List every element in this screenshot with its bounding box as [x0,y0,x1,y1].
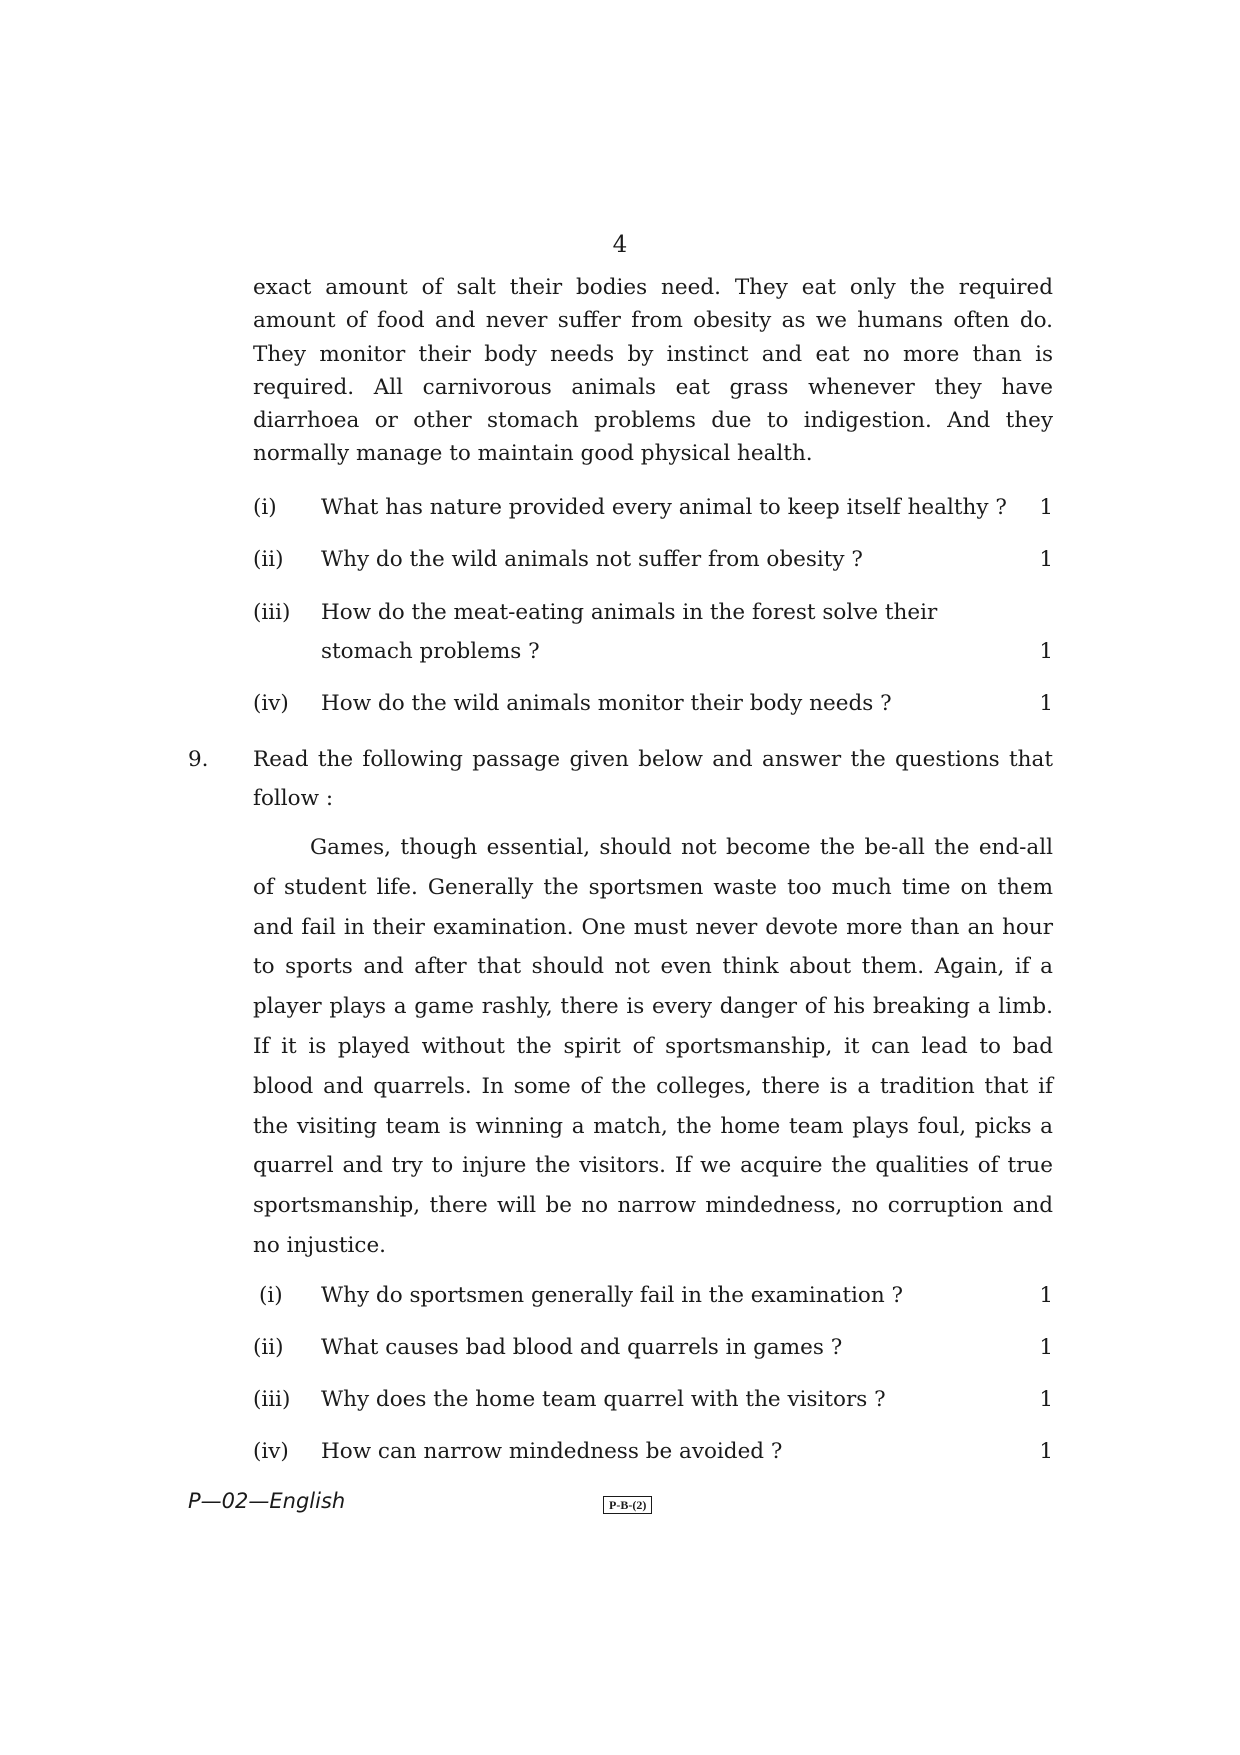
paper-code: P—02—English [188,1489,346,1513]
passage-continuation: exact amount of salt their bodies need. They eat only the required amount of food and never suffer from obesity as we humans often do. They monitor their body needs by instinct and eat no more than is required. All carnivorous animals eat grass whenever they have diarrhoea or other stomach problems due to indigestion. And they normally manage to maintain good physical health. [253,275,1053,467]
question-marks: 1 [1039,1283,1053,1308]
question-text: What causes bad blood and quarrels in games ? [321,1335,843,1360]
question-text: Why does the home team quarrel with the visitors ? [321,1387,886,1412]
question-marks: 1 [1039,691,1053,716]
question-text: How do the wild animals monitor their body needs ? [321,691,892,716]
question-number: (iv) [253,691,289,716]
question-number: (iii) [253,600,291,625]
question-marks: 1 [1039,1387,1053,1412]
question-number: (i) [259,1283,283,1308]
question-number: (ii) [253,1335,284,1360]
question-number: (iii) [253,1387,291,1412]
question-marks: 1 [1039,1335,1053,1360]
question-text: Why do sportsmen generally fail in the examination ? [321,1283,904,1308]
question-text: Why do the wild animals not suffer from obesity ? [321,547,863,572]
section-number: 9. [188,747,209,772]
question-number: (iv) [253,1439,289,1464]
question-text: How can narrow mindedness be avoided ? [321,1439,783,1464]
question-text: What has nature provided every animal to keep itself healthy ? [321,495,1007,520]
question-marks: 1 [1039,1439,1053,1464]
page-number: 4 [612,232,628,258]
passage-text: Games, though essential, should not become the be-all the end-all of student life. Generally the sportsmen waste too much time on them and fail in their examination. One must never devote more than an hour to sports and after that should not even think about them. Again, if a player plays a game rashly, there is every danger of his breaking a limb. If it is played without the spirit of sportsmanship, it can lead to bad blood and quarrels. In some of the colleges, there is a tradition that if the visiting team is winning a match, the home team plays foul, picks a quarrel and try to injure the visitors. If we acquire the qualities of true sportsmanship, there will be no narrow mindedness, no corruption and no injustice. [253,835,1053,1258]
question-number: (ii) [253,547,284,572]
question-number: (i) [253,495,277,520]
section-intro: Read the following passage given below and answer the questions that follow : [253,747,1053,811]
question-marks: 1 [1039,639,1053,664]
set-code-box: P-B-(2) [603,1496,652,1514]
question-marks: 1 [1039,547,1053,572]
question-text: How do the meat-eating animals in the forest solve their stomach problems ? [321,600,938,664]
question-marks: 1 [1039,495,1053,520]
